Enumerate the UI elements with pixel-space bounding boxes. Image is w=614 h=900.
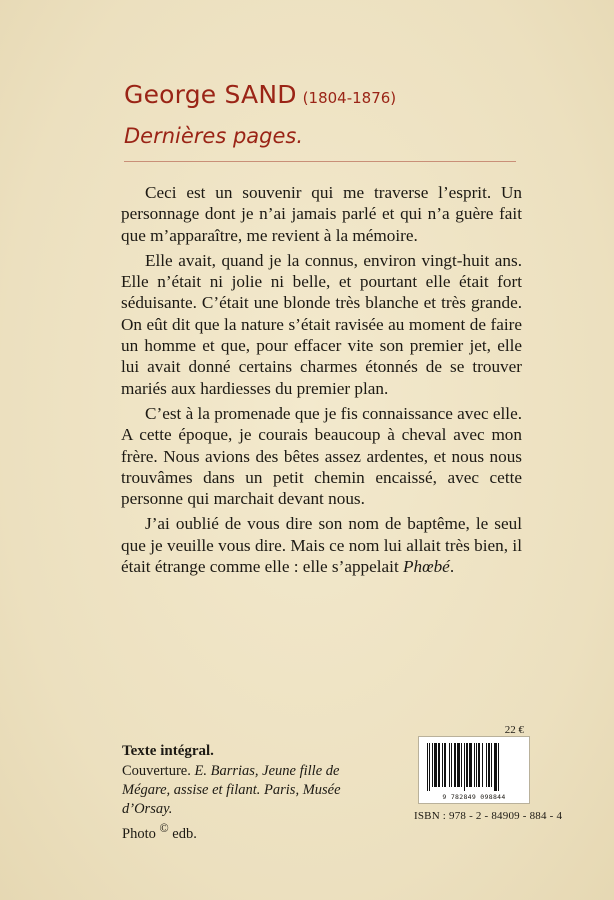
photo-credit [122,819,382,844]
credits-block [122,742,382,844]
barcode-bar [474,743,475,787]
photo-credit-label: Photo [122,825,156,842]
full-text-label: Texte intégral. [122,743,214,759]
barcode-bar [449,743,450,787]
title-divider [124,161,516,162]
character-name: Phœbé [403,557,450,577]
excerpt-text [121,182,522,581]
excerpt-paragraph-4-text: J’ai oublié de vous dire son nom de baptême, le seul que je veuille vous dire. Mais ce nom lui allait très bien, il était étrange comme elle : elle s’appelait [121,514,522,577]
barcode-bar [442,743,443,787]
barcode-bar [454,743,456,787]
cover-credit [122,762,382,819]
barcode-bar [488,743,490,787]
author-dates: (1804-1876) [302,89,397,107]
barcode-bar [451,743,452,787]
barcode-bar [478,743,480,787]
barcode-bar [444,743,446,787]
barcode-bar [469,743,472,787]
barcode-bar [466,743,468,787]
author-name: George SAND [124,80,297,109]
barcode-bar [494,743,497,791]
author-line [124,80,396,109]
barcode-bar [464,743,465,791]
barcode-bar [427,743,428,791]
barcode-digits: 9 782849 098844 [442,793,506,801]
barcode-bar [432,743,433,787]
excerpt-paragraph-4-end: . [449,557,455,577]
excerpt-paragraph-2: Elle avait, quand je la connus, environ vingt-huit ans. Elle n’était ni jolie ni belle, et pourtant elle était fort séduisante. C’était une blonde très blanche et très grande. On eût dit que la nature s’était ravisée au moment de faire un homme et que, pour effacer vite son premier jet, elle lui avait donné certains charmes étonnés de se trouver mariés aux hardiesses du premier plan. [121,250,522,398]
barcode-bar [482,743,483,787]
photo-credit-text: edb. [172,825,197,842]
price-label: 22 € [504,724,524,736]
excerpt-paragraph-4 [121,513,522,577]
book-title: Dernières pages. [124,124,304,148]
barcode [418,736,530,804]
cover-credit-text: E. Barrias, Jeune fille de Mégare, assise et filant. Paris, Musée d’Orsay. [122,763,341,817]
barcode-bars [427,743,521,791]
copyright-symbol: © [159,821,169,835]
barcode-bar [498,743,499,791]
barcode-bar [438,743,440,787]
isbn-number: ISBN : 978 - 2 - 84909 - 884 - 4 [414,810,563,822]
barcode-bar [457,743,460,787]
barcode-bar [461,743,462,787]
barcode-bar [486,743,487,787]
barcode-bar [476,743,477,787]
excerpt-paragraph-3: C’est à la promenade que je fis connaissance avec elle. A cette époque, je courais beaucoup à cheval avec mon frère. Nous avions des bêtes assez ardentes, et nous nous trouvâmes dans un petit chemin encaissé, avec cette personne qui marchait devant nous. [121,403,523,509]
cover-credit-label: Couverture. [122,763,191,779]
barcode-bar [434,743,437,787]
barcode-bar [429,743,430,791]
excerpt-paragraph-1: Ceci est un souvenir qui me traverse l’esprit. Un personnage dont je n’ai jamais parlé et qui n’a guère fait que m’apparaître, me revient à la mémoire. [121,183,522,245]
barcode-bar [491,743,492,787]
